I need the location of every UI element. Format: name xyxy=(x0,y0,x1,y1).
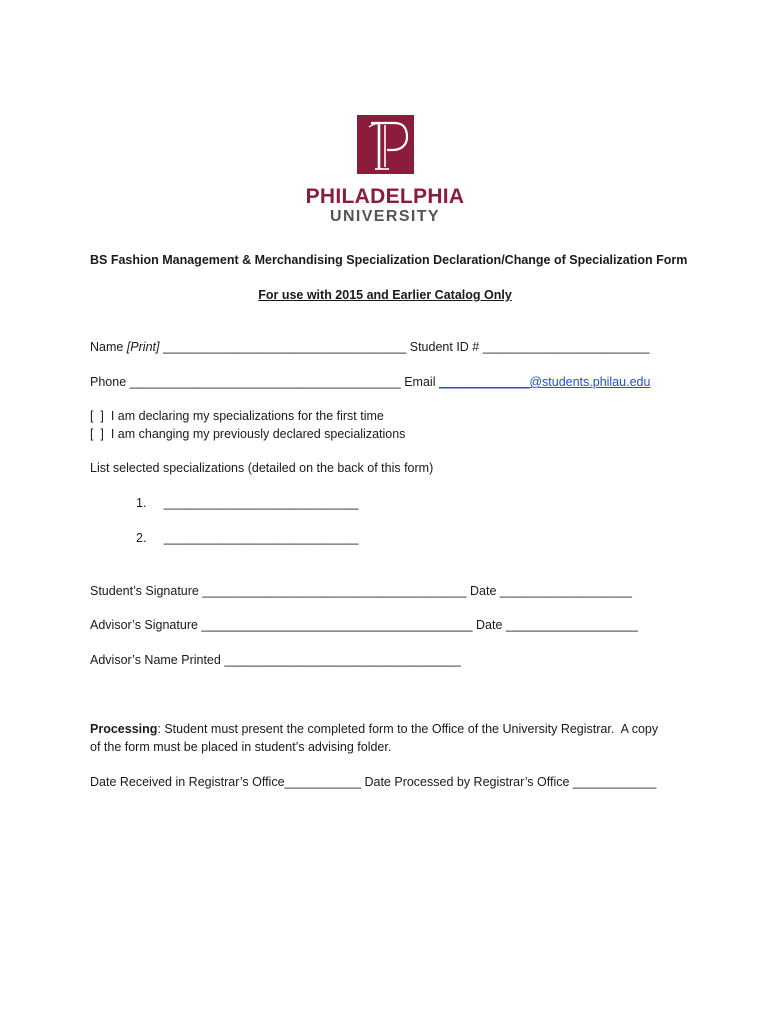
specializations-list-label: List selected specializations (detailed on the back of this form) xyxy=(90,461,434,475)
email-domain: @students.philau.edu xyxy=(529,375,651,389)
university-logo-icon xyxy=(357,115,414,174)
specialization-field-1[interactable]: 1. ____________________________ xyxy=(136,496,359,510)
checkbox-first-time[interactable]: [ ] I am declaring my specializations for the first time xyxy=(90,409,384,423)
specialization-field-2[interactable]: 2. ____________________________ xyxy=(136,531,359,545)
processing-note xyxy=(90,721,658,737)
form-title: BS Fashion Management & Merchandising Specialization Declaration/Change of Specialization Form xyxy=(90,253,688,267)
processing-label: Processing xyxy=(90,722,158,736)
advisor-name-field[interactable]: Advisor’s Name Printed __________________________________ xyxy=(90,653,461,667)
processing-text: : Student must present the completed form to the Office of the University Registrar. A copy xyxy=(157,722,659,736)
name-field[interactable]: ___________________________________ xyxy=(159,340,410,354)
processing-text-continued: of the form must be placed in student’s advising folder. xyxy=(90,740,392,754)
checkbox-change[interactable]: [ ] I am changing my previously declared specializations xyxy=(90,427,406,441)
phone-email-row xyxy=(90,374,650,390)
registrar-dates-field[interactable]: Date Received in Registrar’s Office___________ Date Processed by Registrar’s Office ____________ xyxy=(90,775,657,789)
name-label: Name xyxy=(90,340,127,354)
phone-field[interactable]: Phone _______________________________________ Email xyxy=(90,375,439,389)
name-hint: [Print] xyxy=(126,340,160,354)
advisor-signature-field[interactable]: Advisor’s Signature _______________________________________ Date ___________________ xyxy=(90,618,638,632)
student-signature-field[interactable]: Student’s Signature ______________________________________ Date ___________________ xyxy=(90,584,632,598)
university-logo-name: PHILADELPHIA xyxy=(305,185,465,208)
form-subtitle: For use with 2015 and Earlier Catalog Only xyxy=(258,288,512,302)
email-user-field[interactable]: _____________ xyxy=(438,375,530,389)
name-row xyxy=(90,339,650,355)
student-id-field[interactable]: Student ID # ________________________ xyxy=(409,340,650,354)
university-logo-subname: UNIVERSITY xyxy=(329,208,440,225)
